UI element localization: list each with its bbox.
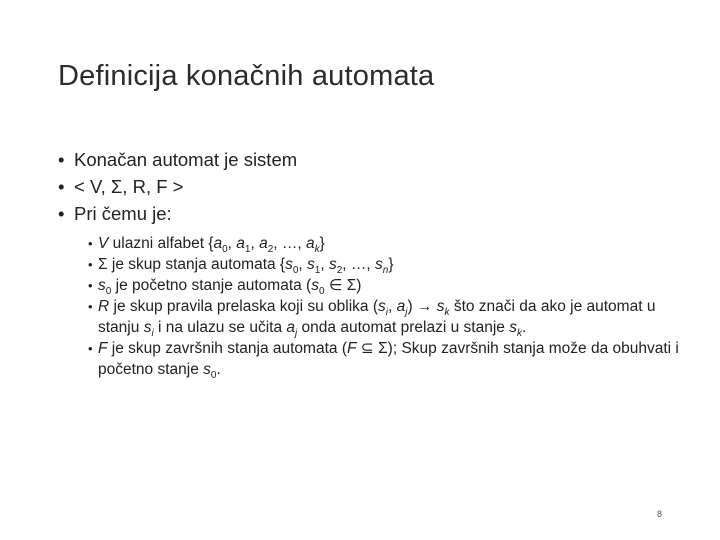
subset-symbol: ⊆ — [360, 340, 374, 357]
index-0: 0 — [318, 286, 325, 298]
period: . — [216, 361, 221, 378]
r-text-2: što znači da ako je automat u stanju — [98, 298, 656, 336]
index-1: 1 — [314, 265, 321, 277]
bullet-tuple: • < V, Σ, R, F > — [58, 173, 297, 200]
s: s — [311, 277, 319, 294]
ellipsis: … — [281, 235, 298, 252]
index-j: j — [405, 307, 408, 319]
index-0: 0 — [222, 244, 228, 256]
index-n: n — [382, 265, 389, 277]
slide-title: Definicija konačnih automata — [58, 60, 435, 92]
s: s — [328, 256, 337, 273]
s: s — [436, 298, 445, 315]
sub-bullet-v: • V ulazni alfabet {$a_0$, $a_1$, $a_2$, …, $a_k$} — [88, 233, 688, 254]
f: F — [346, 340, 357, 357]
s: s — [285, 256, 293, 273]
bullet-system: • Konačan automat je sistem — [58, 146, 297, 173]
period: . — [521, 319, 527, 336]
a: a — [236, 235, 245, 252]
sigma: Σ — [378, 340, 388, 357]
index-1: 1 — [244, 244, 251, 256]
sub-bullet-f — [88, 338, 688, 380]
paren-close: ) — [356, 277, 362, 294]
r-text-1: je skup pravila prelaska koji su oblika ( — [113, 298, 378, 315]
s: s — [375, 256, 383, 273]
symbol-f: F — [98, 340, 108, 357]
s: s — [143, 319, 152, 336]
a: a — [396, 298, 406, 315]
sub-bullet-r: • R je skup pravila prelaska koji su oblika ($s_i$, $a_j) \to s_k$ što znači da ako je automat u stanju $s_i$ i na ulazu se učita $a_j$ onda automat prelazi u stanje $s_k$. — [88, 296, 688, 338]
sub-bullet-list — [88, 233, 688, 380]
a: a — [306, 235, 315, 252]
f-text-1: je skup završnih stanja automata ( — [111, 340, 347, 357]
a: a — [213, 235, 223, 252]
symbol-r: R — [98, 298, 110, 315]
s: s — [307, 256, 315, 273]
symbol-v: V — [98, 235, 109, 252]
sigma: Σ — [346, 277, 357, 294]
brace-close: } — [319, 235, 325, 252]
s: s — [378, 298, 386, 315]
a: a — [286, 319, 295, 336]
index-0: 0 — [105, 286, 112, 298]
s: s — [509, 319, 517, 336]
page-number: 8 — [657, 509, 663, 519]
v-text: ulazni alfabet { — [112, 235, 214, 252]
bullet-where: • Pri čemu je: — [58, 200, 297, 227]
s0-text: je početno stanje automata ( — [115, 277, 312, 294]
sub-bullet-sigma: • Σ je skup stanja automata {$s_0$, $s_1$, $s_2$, …, $s_n$} — [88, 254, 688, 275]
sub-bullet-s0 — [88, 275, 688, 296]
index-i: i — [151, 328, 154, 340]
a: a — [259, 235, 268, 252]
sigma-text: je skup stanja automata { — [111, 256, 286, 273]
r-text-3: i na ulazu se učita — [157, 319, 283, 336]
index-i: i — [385, 307, 388, 319]
index-k: k — [444, 307, 450, 319]
symbol-sigma: Σ — [98, 256, 108, 273]
brace-close: } — [388, 256, 394, 273]
s: s — [203, 361, 211, 378]
main-bullet-list — [58, 146, 297, 227]
ellipsis: … — [350, 256, 367, 273]
index-2: 2 — [336, 265, 343, 277]
arrow: ) → — [407, 298, 433, 315]
s: s — [98, 277, 106, 294]
index-0: 0 — [292, 265, 299, 277]
r-text-4: onda automat prelazi u stanje — [301, 319, 505, 336]
element-of-symbol: ∈ — [328, 277, 343, 294]
index-k: k — [516, 328, 522, 340]
index-k: k — [314, 244, 320, 256]
index-0: 0 — [210, 370, 217, 382]
index-2: 2 — [267, 244, 274, 256]
index-j: j — [295, 328, 298, 340]
f-text-2: ); Skup završnih stanja može da obuhvati i početno stanje — [98, 340, 679, 378]
